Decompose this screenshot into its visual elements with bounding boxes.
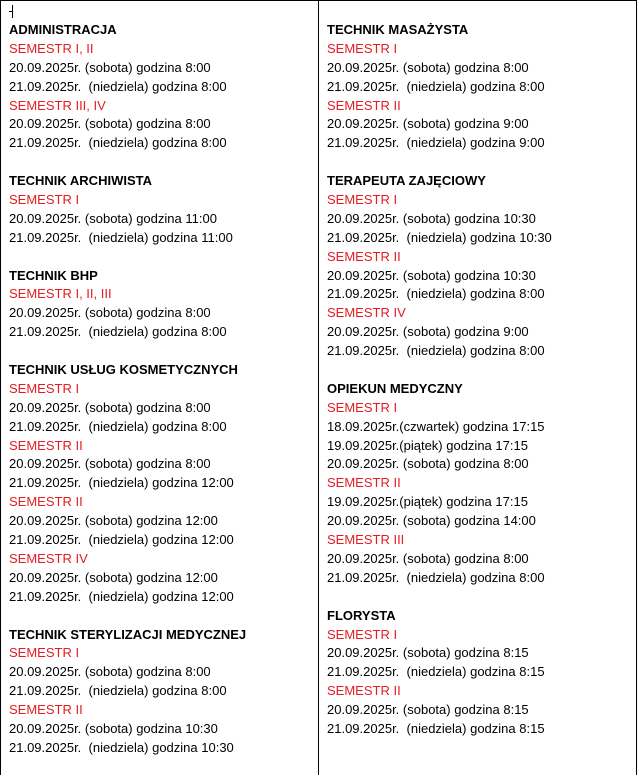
- schedule-entry: 20.09.2025r. (sobota) godzina 8:00: [9, 305, 211, 321]
- schedule-entry: 21.09.2025r. (niedziela) godzina 8:00: [9, 683, 227, 699]
- schedule-entry: 19.09.2025r.(piątek) godzina 17:15: [327, 494, 528, 510]
- schedule-entry: 20.09.2025r. (sobota) godzina 8:00: [9, 456, 211, 472]
- section-technik-archiwista: [9, 172, 314, 248]
- semester-label: SEMESTR I: [9, 645, 80, 661]
- section-title: ADMINISTRACJA: [9, 22, 117, 37]
- semester-label: SEMESTR II: [327, 248, 401, 264]
- schedule-entry: 21.09.2025r. (niedziela) godzina 10:30: [327, 229, 552, 245]
- schedule-entry: 20.09.2025r. (sobota) godzina 14:00: [327, 513, 536, 529]
- schedule-entry: 20.09.2025r. (sobota) godzina 8:00: [9, 399, 211, 415]
- schedule-entry: 21.09.2025r. (niedziela) godzina 8:00: [327, 343, 545, 359]
- section-technik-bhp: [9, 267, 314, 343]
- schedule-entry: 21.09.2025r. (niedziela) godzina 8:00: [327, 286, 545, 302]
- semester-label: SEMESTR I: [327, 399, 398, 415]
- semester-label: SEMESTR II: [9, 437, 83, 453]
- semester-label: SEMESTR I: [9, 380, 80, 396]
- schedule-entry: 19.09.2025r.(piątek) godzina 17:15: [327, 437, 528, 453]
- semester-label: SEMESTR I, II: [9, 40, 94, 56]
- section-title: TECHNIK USŁUG KOSMETYCZNYCH: [9, 362, 238, 378]
- left-column: [9, 21, 314, 777]
- schedule-entry: 21.09.2025r. (niedziela) godzina 12:00: [9, 475, 234, 491]
- schedule-entry: 20.09.2025r. (sobota) godzina 8:00: [9, 664, 211, 680]
- schedule-entry: 20.09.2025r. (sobota) godzina 10:30: [327, 210, 536, 226]
- section-title: TECHNIK ARCHIWISTA: [9, 173, 152, 189]
- semester-label: SEMESTR I: [327, 40, 398, 56]
- semester-label: SEMESTR I, II, III: [9, 286, 112, 302]
- schedule-entry: 18.09.2025r.(czwartek) godzina 17:15: [327, 418, 545, 434]
- schedule-entry: 20.09.2025r. (sobota) godzina 8:15: [327, 645, 529, 661]
- schedule-entry: 21.09.2025r. (niedziela) godzina 8:00: [9, 418, 227, 434]
- semester-label: SEMESTR III: [327, 532, 405, 548]
- schedule-entry: 21.09.2025r. (niedziela) godzina 8:15: [327, 664, 545, 680]
- section-opiekun-medyczny: [327, 380, 632, 588]
- schedule-entry: 20.09.2025r. (sobota) godzina 8:00: [9, 116, 211, 132]
- semester-label: SEMESTR II: [327, 97, 401, 113]
- schedule-entry: 20.09.2025r. (sobota) godzina 11:00: [9, 210, 217, 226]
- section-title: TECHNIK BHP: [9, 267, 98, 283]
- semester-label: SEMESTR II: [9, 494, 83, 510]
- section-technik-masazysta: [327, 21, 632, 153]
- text-cursor-icon: [12, 5, 13, 18]
- schedule-entry: 21.09.2025r. (niedziela) godzina 12:00: [9, 532, 234, 548]
- semester-label: SEMESTR I: [327, 626, 398, 642]
- schedule-entry: 20.09.2025r. (sobota) godzina 8:00: [327, 59, 529, 75]
- semester-label: SEMESTR I: [327, 192, 398, 208]
- schedule-entry: 21.09.2025r. (niedziela) godzina 11:00: [9, 229, 233, 245]
- section-title: TERAPEUTA ZAJĘCIOWY: [327, 173, 486, 189]
- section-title: FLORYSTA: [327, 607, 396, 623]
- schedule-entry: 20.09.2025r. (sobota) godzina 8:00: [327, 550, 529, 566]
- section-title: OPIEKUN MEDYCZNY: [327, 380, 463, 396]
- section-technik-sterylizacji-medycznej: [9, 626, 314, 758]
- schedule-entry: 21.09.2025r. (niedziela) godzina 10:30: [9, 739, 234, 755]
- schedule-entry: 20.09.2025r. (sobota) godzina 8:00: [327, 456, 529, 472]
- section-administracja: [9, 21, 314, 153]
- semester-label: SEMESTR IV: [9, 550, 88, 566]
- schedule-entry: 21.09.2025r. (niedziela) godzina 8:00: [9, 78, 227, 94]
- semester-label: SEMESTR II: [327, 683, 401, 699]
- schedule-entry: 21.09.2025r. (niedziela) godzina 8:00: [9, 324, 227, 340]
- schedule-entry: 21.09.2025r. (niedziela) godzina 8:00: [327, 78, 545, 94]
- section-technik-uslug-kosmetycznych: [9, 361, 314, 607]
- section-terapeuta-zajeciowy: [327, 172, 632, 361]
- semester-label: SEMESTR II: [327, 475, 401, 491]
- schedule-entry: 21.09.2025r. (niedziela) godzina 9:00: [327, 135, 545, 151]
- schedule-entry: 20.09.2025r. (sobota) godzina 9:00: [327, 324, 529, 340]
- schedule-entry: 20.09.2025r. (sobota) godzina 8:15: [327, 702, 529, 718]
- schedule-entry: 21.09.2025r. (niedziela) godzina 8:00: [327, 569, 545, 585]
- schedule-entry: 21.09.2025r. (niedziela) godzina 12:00: [9, 588, 234, 604]
- schedule-entry: 20.09.2025r. (sobota) godzina 12:00: [9, 569, 218, 585]
- section-title: TECHNIK MASAŻYSTA: [327, 22, 469, 37]
- schedule-entry: 20.09.2025r. (sobota) godzina 12:00: [9, 513, 218, 529]
- schedule-entry: 20.09.2025r. (sobota) godzina 9:00: [327, 116, 529, 132]
- column-divider: [318, 0, 319, 775]
- section-title: TECHNIK STERYLIZACJI MEDYCZNEJ: [9, 626, 247, 642]
- schedule-entry: 20.09.2025r. (sobota) godzina 10:30: [9, 720, 218, 736]
- semester-label: SEMESTR II: [9, 702, 83, 718]
- semester-label: SEMESTR I: [9, 192, 80, 208]
- schedule-entry: 20.09.2025r. (sobota) godzina 10:30: [327, 267, 536, 283]
- semester-label: SEMESTR IV: [327, 305, 406, 321]
- schedule-entry: 21.09.2025r. (niedziela) godzina 8:00: [9, 135, 227, 151]
- section-florysta: [327, 607, 632, 739]
- semester-label: SEMESTR III, IV: [9, 97, 106, 113]
- right-column: [327, 21, 632, 758]
- schedule-entry: 21.09.2025r. (niedziela) godzina 8:15: [327, 720, 545, 736]
- schedule-entry: 20.09.2025r. (sobota) godzina 8:00: [9, 59, 211, 75]
